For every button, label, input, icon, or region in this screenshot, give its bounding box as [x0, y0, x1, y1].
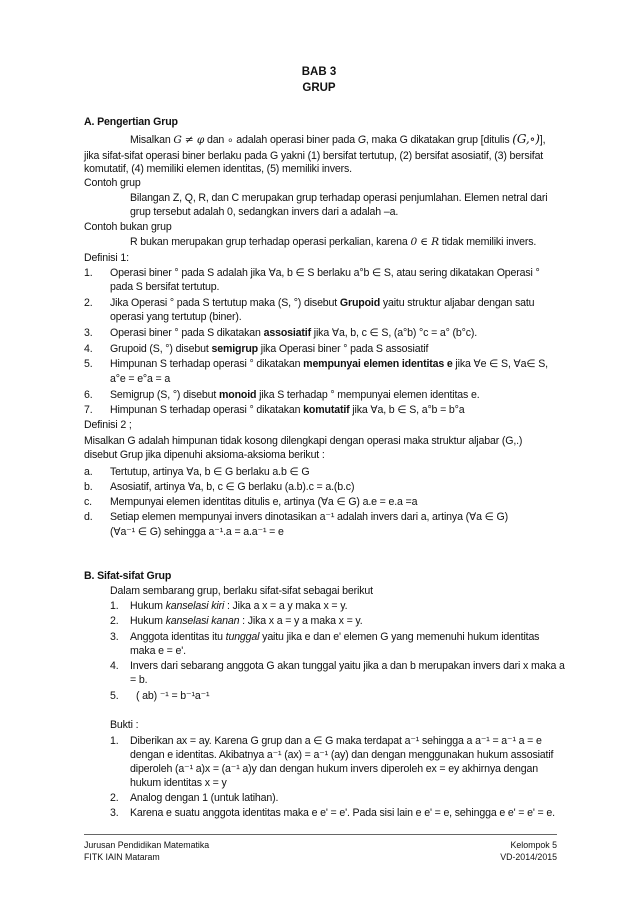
chapter-title: GRUP — [302, 82, 336, 94]
def1-item-7-num: 7. — [84, 404, 93, 416]
def2-item-c-num: c. — [84, 496, 92, 508]
footer-department: Jurusan Pendidikan Matematika — [84, 840, 210, 850]
proof-1-line-2: dengan e identitas. Akibatnya a⁻¹ (ax) = a⁻¹ (ay) dan dengan menggunakan hukum assosiatif — [130, 749, 554, 761]
property-3-line-2: maka e = e'. — [130, 645, 186, 657]
section-b-heading: B. Sifat-sifat Grup — [84, 570, 172, 582]
property-5-num: 5. — [110, 690, 119, 702]
def1-item-2-line-1: Jika Operasi ° pada S tertutup maka (S, °) disebut Grupoid yaitu struktur aljabar dengan satu — [110, 297, 535, 309]
def1-item-7-line-1: Himpunan S terhadap operasi ° dikatakan komutatif jika ∀a, b ∈ S, a°b = b°a — [110, 404, 465, 416]
proof-1-line-3: diperoleh (a⁻¹ a)x = (a⁻¹ a)y dan dengan hukum invers diperoleh ex = ey akhirnya dengan — [130, 763, 539, 775]
footer-group: Kelompok 5 — [510, 840, 557, 850]
def2-item-d-num: d. — [84, 511, 93, 523]
footer-divider — [84, 834, 557, 835]
def1-item-5-num: 5. — [84, 358, 93, 370]
def1-item-6-num: 6. — [84, 389, 93, 401]
def1-item-4-line-1: Grupoid (S, °) disebut semigrup jika Operasi biner ° pada S assosiatif — [110, 343, 429, 355]
def1-item-2-line-2: operasi yang tertutup (biner). — [110, 311, 242, 323]
def2-item-a-num: a. — [84, 466, 93, 478]
property-1-num: 1. — [110, 600, 119, 612]
section-a-heading: A. Pengertian Grup — [84, 116, 178, 128]
intro-line-3: komutatif, (4) memiliki elemen identitas, (5) memiliki invers. — [84, 163, 352, 175]
def1-item-5-line-1: Himpunan S terhadap operasi ° dikatakan mempunyai elemen identitas e jika ∀e ∈ S, ∀a∈ S, — [110, 358, 548, 370]
proof-1-line-4: hukum identitas x = y — [130, 777, 227, 789]
def2-item-b-num: b. — [84, 481, 93, 493]
def2-item-b-text: Asosiatif, artinya ∀a, b, c ∈ G berlaku (a.b).c = a.(b.c) — [110, 481, 355, 493]
def1-item-2-num: 2. — [84, 297, 93, 309]
proof-heading: Bukti : — [110, 719, 139, 731]
def1-item-4-num: 4. — [84, 343, 93, 355]
property-1-text: Hukum kanselasi kiri : Jika a x = a y maka x = y. — [130, 600, 348, 612]
property-4-line-2: = b. — [130, 674, 148, 686]
intro-line-2: jika sifat-sifat operasi biner berlaku pada G yakni (1) bersifat tertutup, (2) bersifat asosiatif, (3) bersifat — [84, 150, 544, 162]
def1-item-1-line-1: Operasi biner ° pada S adalah jika ∀a, b ∈ S berlaku a°b ∈ S, atau sering dikatakan Operasi ° — [110, 267, 540, 279]
def1-item-3-line-1: Operasi biner ° pada S dikatakan assosiatif jika ∀a, b, c ∈ S, (a°b) °c = a° (b°c). — [110, 327, 478, 339]
def1-item-5-line-2: a°e = e°a = a — [110, 373, 171, 385]
def2-line-2: disebut Grup jika dipenuhi aksioma-aksioma berikut : — [84, 449, 325, 461]
def2-item-d-text: Setiap elemen mempunyai invers dinotasikan a⁻¹ adalah invers dari a, artinya (∀a ∈ G) — [110, 511, 508, 523]
property-3-text: Anggota identitas itu tunggal yaitu jika e dan e' elemen G yang memenuhi hukum identitas — [130, 631, 540, 643]
def1-item-1-num: 1. — [84, 267, 93, 279]
section-b-intro: Dalam sembarang grup, berlaku sifat-sifat sebagai berikut — [110, 585, 373, 597]
def1-item-6-line-1: Semigrup (S, °) disebut monoid jika S terhadap ° mempunyai elemen identitas e. — [110, 389, 480, 401]
example-heading: Contoh grup — [84, 177, 141, 189]
proof-2-num: 2. — [110, 792, 119, 804]
proof-1-line-1: Diberikan ax = ay. Karena G grup dan a ∈ G maka terdapat a⁻¹ sehingga a a⁻¹ = a⁻¹ a = e — [130, 735, 542, 747]
nonexample-line: R bukan merupakan grup terhadap operasi perkalian, karena 0 ∈ R tidak memiliki invers. — [130, 236, 537, 248]
def2-line-1: Misalkan G adalah himpunan tidak kosong dilengkapi dengan operasi maka struktur aljabar (G,.) — [84, 435, 523, 447]
def1-item-3-num: 3. — [84, 327, 93, 339]
proof-2-line-1: Analog dengan 1 (untuk latihan). — [130, 792, 279, 804]
def2-item-a-text: Tertutup, artinya ∀a, b ∈ G berlaku a.b ∈ G — [110, 466, 310, 478]
property-4-text: Invers dari sebarang anggota G akan tunggal yaitu jika a dan b merupakan invers dari x maka a — [130, 660, 565, 672]
def2-item-c-text: Mempunyai elemen identitas ditulis e, artinya (∀a ∈ G) a.e = e.a =a — [110, 496, 418, 508]
property-2-num: 2. — [110, 615, 119, 627]
example-line-1: Bilangan Z, Q, R, dan C merupakan grup terhadap operasi penjumlahan. Elemen netral dari — [130, 192, 548, 204]
definition-1-heading: Definisi 1: — [84, 252, 129, 264]
chapter-label: BAB 3 — [301, 66, 337, 78]
proof-3-num: 3. — [110, 807, 119, 819]
footer-class: VD-2014/2015 — [500, 852, 557, 862]
property-5-text: ( ab) ⁻¹ = b⁻¹a⁻¹ — [136, 690, 210, 702]
property-2-text: Hukum kanselasi kanan : Jika x a = y a maka x = y. — [130, 615, 363, 627]
nonexample-heading: Contoh bukan grup — [84, 221, 172, 233]
intro-line-1: Misalkan G ≠ φ dan ∘ adalah operasi biner pada G, maka G dikatakan grup [ditulis (G,∘)], — [130, 132, 546, 146]
proof-3-line-1: Karena e suatu anggota identitas maka e e' = e'. Pada sisi lain e e' = e, sehingga e e' = e' = e. — [130, 807, 555, 819]
def2-item-d-line-2: (∀a⁻¹ ∈ G) sehingga a⁻¹.a = a.a⁻¹ = e — [110, 526, 284, 538]
footer-institution: FITK IAIN Mataram — [84, 852, 160, 862]
definition-2-heading: Definisi 2 ; — [84, 419, 132, 431]
proof-1-num: 1. — [110, 735, 119, 747]
property-3-num: 3. — [110, 631, 119, 643]
example-line-2: grup tersebut adalah 0, sedangkan invers dari a adalah –a. — [130, 206, 399, 218]
property-4-num: 4. — [110, 660, 119, 672]
def1-item-1-line-2: pada S bersifat tertutup. — [110, 281, 220, 293]
